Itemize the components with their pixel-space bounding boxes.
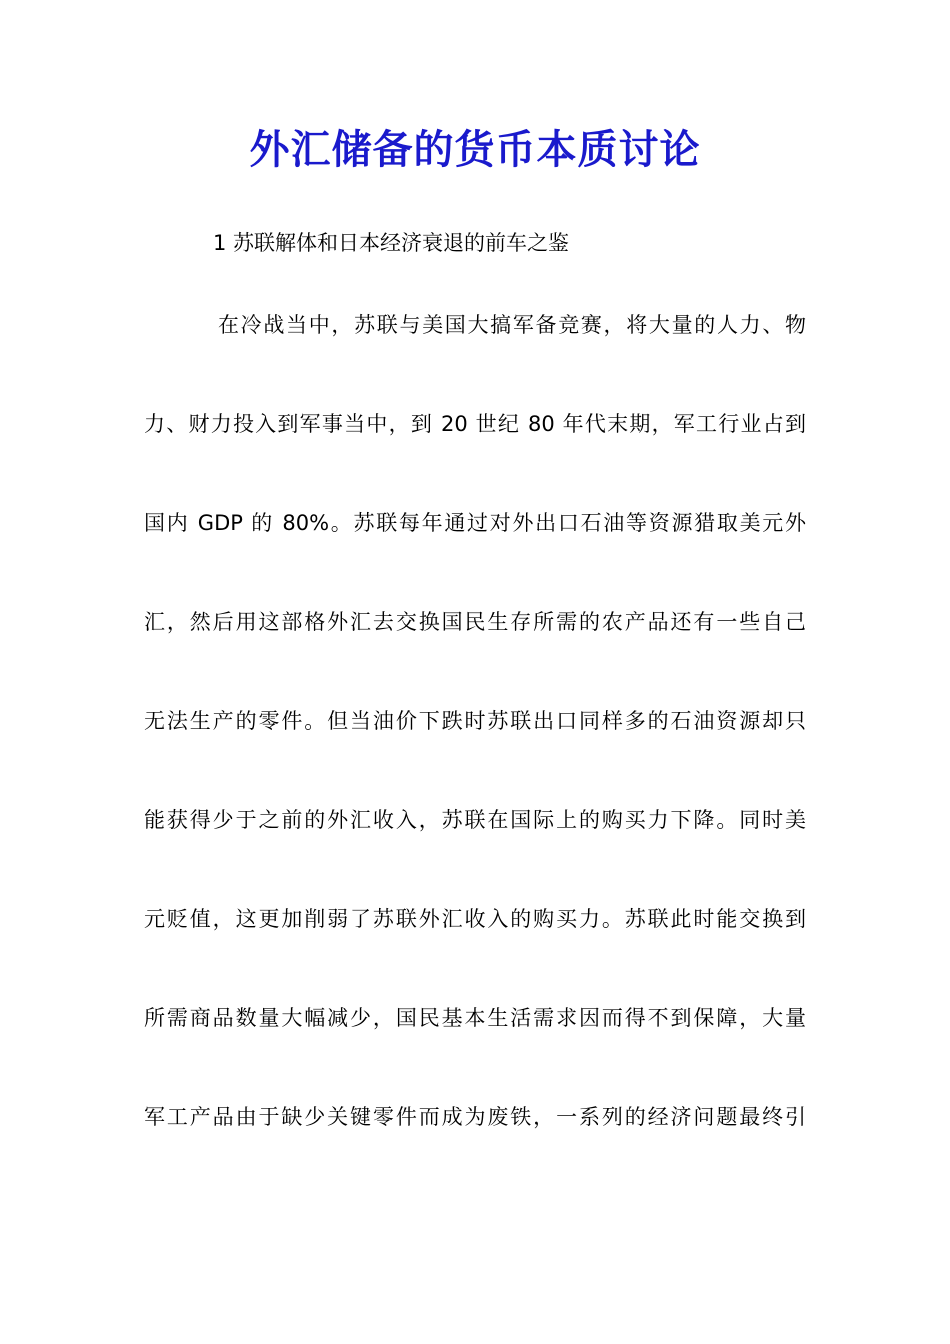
body-line: 无法生产的零件。但当油价下跌时苏联出口同样多的石油资源却只	[144, 709, 806, 733]
body-line: 所需商品数量大幅减少，国民基本生活需求因而得不到保障，大量	[144, 1006, 806, 1030]
section-heading: 1 苏联解体和日本经济衰退的前车之鉴	[213, 231, 570, 255]
body-line: 军工产品由于缺少关键零件而成为废铁，一系列的经济问题最终引	[144, 1105, 806, 1129]
body-text	[144, 310, 806, 1201]
body-line: 元贬值，这更加削弱了苏联外汇收入的购买力。苏联此时能交换到	[144, 907, 806, 931]
document-title: 外汇储备的货币本质讨论	[249, 126, 701, 173]
body-line: 汇，然后用这部格外汇去交换国民生存所需的农产品还有一些自己	[144, 610, 806, 634]
body-line: 能获得少于之前的外汇收入，苏联在国际上的购买力下降。同时美	[144, 808, 806, 832]
body-line: 国内 GDP 的 80%。苏联每年通过对外出口石油等资源猎取美元外	[144, 511, 806, 535]
body-line: 在冷战当中，苏联与美国大搞军备竞赛，将大量的人力、物	[218, 313, 806, 337]
body-line: 力、财力投入到军事当中，到 20 世纪 80 年代末期，军工行业占到	[144, 412, 806, 436]
